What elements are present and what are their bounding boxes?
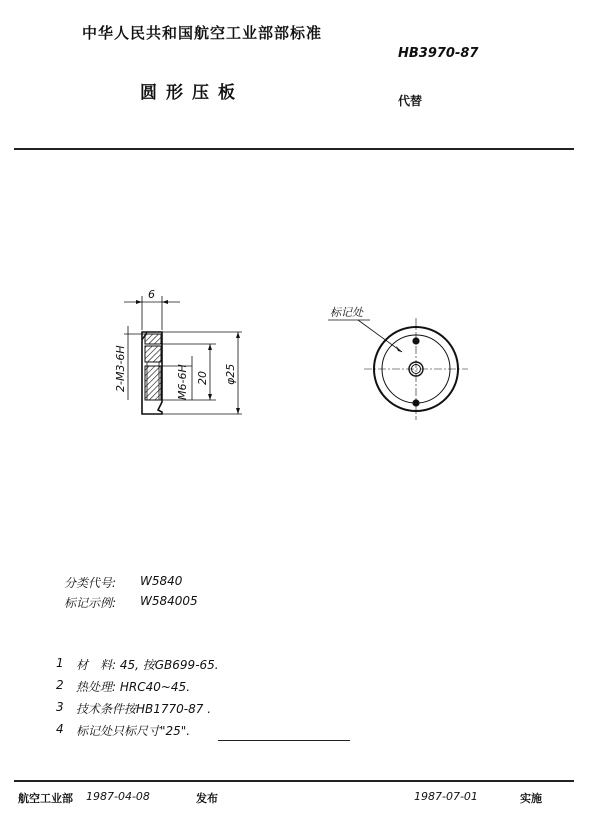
issue-date: 1987-04-08	[86, 790, 150, 803]
footer-rule	[14, 780, 574, 782]
note-text: 标记处只标尺寸"25".	[76, 724, 191, 738]
effective-date: 1987-07-01	[414, 790, 478, 803]
dim-thread-small: 2-M3-6H	[114, 345, 127, 392]
note-number: 1	[56, 656, 64, 670]
classification-code-label: 分类代号:	[64, 576, 117, 590]
dim-diameter: φ25	[224, 363, 237, 385]
standard-number: HB3970-87	[398, 46, 479, 61]
issue-label: 发布	[196, 792, 218, 805]
dim-thread-main: M6-6H	[176, 364, 189, 400]
note-text: 热处理: HRC40~45.	[76, 680, 191, 694]
note-number: 2	[56, 678, 64, 692]
document-title: 圆形压板	[140, 83, 244, 103]
issuer: 航空工业部	[18, 792, 73, 805]
replaces-label: 代替	[398, 94, 423, 108]
dim-width: 6	[148, 288, 155, 301]
note-underline	[218, 740, 350, 741]
classification-code-value: W5840	[140, 574, 183, 588]
marking-label: 标记处	[330, 306, 363, 319]
note-number: 3	[56, 700, 64, 714]
marking-example-value: W584005	[140, 594, 198, 608]
note-number: 4	[56, 722, 64, 736]
dim-bolt-circle: 20	[196, 371, 209, 385]
note-text: 技术条件按HB1770-87 .	[76, 702, 212, 716]
note-text: 材 料: 45, 按GB699-65.	[76, 658, 219, 672]
effective-label: 实施	[520, 792, 542, 805]
plan-view	[328, 318, 468, 420]
organization-title: 中华人民共和国航空工业部部标准	[82, 24, 323, 42]
marking-example-label: 标记示例:	[64, 596, 117, 610]
